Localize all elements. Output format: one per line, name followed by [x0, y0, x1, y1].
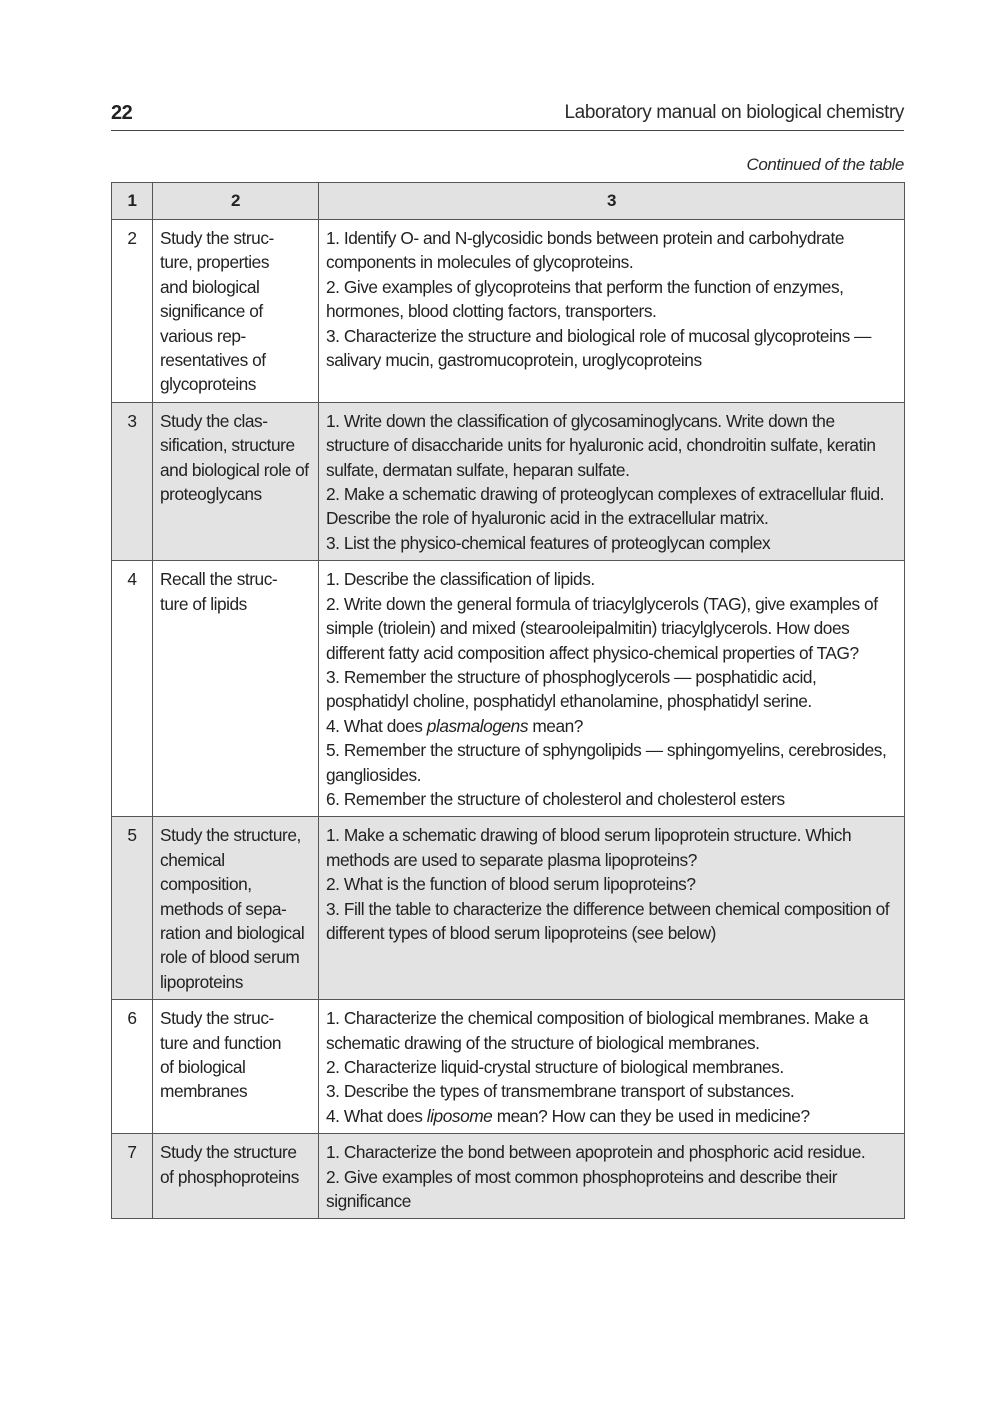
task-item: 2. What is the function of blood serum lipoproteins? [326, 874, 696, 895]
page-header [111, 100, 904, 131]
row-number: 5 [112, 817, 153, 1000]
table-row [112, 220, 905, 403]
task-item: 1. Characterize the bond between apoprotein and phosphoric acid residue. [326, 1142, 866, 1163]
table-row [112, 817, 905, 1000]
task-item: 2. Write down the general formula of triacylglycerols (TAG), give examples of simple (triolein) and mixed (stearooleipalmitin) triacylglycerols. How does different fatty acid composition affect physico-chemical properties of TAG? [326, 593, 878, 663]
task-item: 3. Remember the structure of phosphoglycerols — posphatidic acid, posphatidyl choline, posphatidyl ethanolamine, phosphatidyl serine. [326, 666, 817, 712]
table-row [112, 1000, 905, 1134]
row-number: 3 [112, 402, 153, 560]
task-item [326, 714, 898, 738]
row-topic: Study the structure, chemical composition, methods of separation and biological role of blood serum lipoproteins [153, 817, 319, 1000]
column-header-2: 2 [153, 183, 319, 220]
column-header-1: 1 [112, 183, 153, 220]
row-tasks [319, 1000, 905, 1134]
column-header-3: 3 [319, 183, 905, 220]
task-term: plasmalogens [426, 715, 529, 736]
row-topic: Study the structure of phosphoproteins [153, 1134, 319, 1219]
row-topic: Study the structure and function of biological membranes [153, 1000, 319, 1134]
task-item: 3. Characterize the structure and biological role of mucosal glycoproteins — salivary mucin, gastromucoprotein, uroglycoproteins [326, 325, 872, 371]
table-row [112, 402, 905, 560]
task-item: 1. Write down the classification of glycosaminoglycans. Write down the structure of disaccharide units for hyaluronic acid, chondroitin sulfate, keratin sulfate, dermatan sulfate, heparan sulfate. [326, 410, 876, 480]
task-item: 6. Remember the structure of cholesterol and cholesterol esters [326, 788, 785, 809]
task-item: 2. Give examples of glycoproteins that perform the function of enzymes, hormones, blood clotting factors, transporters. [326, 276, 844, 322]
row-number: 6 [112, 1000, 153, 1134]
task-term: liposome [426, 1105, 493, 1126]
task-item: 5. Remember the structure of sphyngolipids — sphingomyelins, cerebrosides, gangliosides. [326, 740, 887, 785]
row-topic: Recall the structure of lipids [153, 561, 319, 817]
task-item: 2. Give examples of most common phosphoproteins and describe their significance [326, 1166, 838, 1212]
table-row [112, 561, 905, 817]
task-item: 3. Describe the types of transmembrane transport of substances. [326, 1081, 795, 1102]
task-item: 1. Characterize the chemical composition of biological membranes. Make a schematic drawing of the structure of biological membranes. [326, 1008, 868, 1053]
table-header-row [112, 183, 905, 220]
table-row [112, 1134, 905, 1219]
task-text: 4. What does [326, 1105, 427, 1126]
row-tasks [319, 817, 905, 1000]
row-tasks [319, 561, 905, 817]
task-text: mean? How can they be used in medicine? [492, 1105, 810, 1126]
task-item: 1. Identify O- and N-glycosidic bonds between protein and carbohydrate components in molecules of glycoproteins. [326, 228, 844, 273]
task-item: 3. Fill the table to characterize the difference between chemical composition of different types of blood serum lipoproteins (see below) [326, 898, 890, 943]
running-title: Laboratory manual on biological chemistry [564, 102, 904, 123]
row-number: 4 [112, 561, 153, 817]
task-text: 4. What does [326, 715, 427, 736]
row-topic: Study the classification, structure and biological role of proteoglycans [153, 402, 319, 560]
task-table [111, 182, 905, 1219]
task-item [326, 1104, 898, 1128]
row-tasks [319, 402, 905, 560]
task-item: 2. Characterize liquid-crystal structure of biological membranes. [326, 1057, 784, 1077]
continued-label: Continued of the table [746, 155, 904, 174]
row-number: 7 [112, 1134, 153, 1219]
row-number: 2 [112, 220, 153, 403]
row-tasks [319, 1134, 905, 1219]
task-text: mean? [528, 715, 583, 736]
page-number: 22 [111, 102, 133, 124]
task-item: 1. Describe the classification of lipids. [326, 569, 595, 590]
task-item: 1. Make a schematic drawing of blood serum lipoprotein structure. Which methods are used to separate plasma lipoproteins? [326, 825, 852, 870]
row-tasks [319, 220, 905, 403]
row-topic: Study the structure, properties and biological significance of various representatives of glycoproteins [153, 220, 319, 403]
task-item: 3. List the physico-chemical features of proteoglycan complex [326, 532, 771, 553]
task-item: 2. Make a schematic drawing of proteoglycan complexes of extracellular fluid. Describe the role of hyaluronic acid in the extracellular matrix. [326, 484, 885, 529]
